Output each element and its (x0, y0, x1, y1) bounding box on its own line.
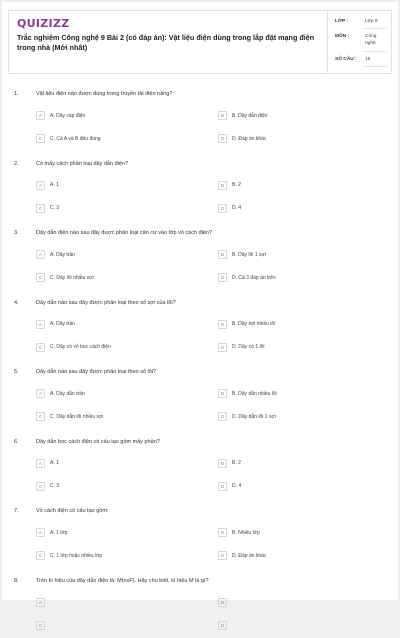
option-letter-badge: D (218, 204, 227, 213)
option-letter-badge: A (36, 250, 45, 259)
worksheet-page (2, 2, 398, 628)
option-letter-badge: A (36, 111, 45, 120)
question-item (2, 508, 398, 568)
question-item (2, 369, 398, 429)
question-item (2, 578, 398, 638)
option-text: B. Nhiều lớp (232, 529, 260, 536)
option-letter-badge: A (36, 389, 45, 398)
quizizz-logo: QUIZIZZ (17, 17, 70, 30)
option-letter-badge: D (218, 343, 227, 352)
option-letter-badge: D (218, 482, 227, 491)
question-text: Dây dẫn nào sau đây được phân loại theo số lõi? (36, 369, 157, 375)
question-item (2, 161, 398, 221)
option-text: A. 1 (50, 182, 59, 188)
question-number: 7. (14, 508, 19, 514)
option-text: B. Dây sợi nhiều lõi (232, 321, 276, 327)
class-underline (363, 28, 387, 29)
question-text: Trên kí hiệu của dây dẫn điện là: M(nxF). Hãy cho biết, kí hiệu M là gì? (36, 577, 209, 584)
question-text: Dây dẫn nào sau đây được phân loại theo số sợi của lõi? (36, 299, 176, 306)
option-text: C. 1 lớp hoặc nhiều lớp (50, 552, 103, 559)
option-text: B. 2 (232, 182, 241, 188)
option-text: A. Dây trần (50, 321, 76, 327)
option-letter-badge: D (218, 134, 227, 143)
option-letter-badge: B (218, 389, 227, 398)
option-text: A. Dây cáp điện (50, 112, 86, 119)
option-text: D. 4 (232, 205, 242, 211)
option-letter-badge: B (218, 250, 227, 259)
question-item (2, 300, 398, 360)
option-text: A. 1 lớp (50, 529, 68, 536)
worksheet-meta (335, 11, 395, 73)
option-text: C. 3 (50, 205, 60, 211)
option-letter-badge: C (36, 273, 45, 282)
class-value: Lớp 9 (365, 19, 378, 24)
option-letter-badge: A (36, 459, 45, 468)
option-letter-badge: B (218, 459, 227, 468)
option-text: B. Dây dẫn điện (232, 112, 268, 119)
question-text: Dây dẫn bọc cách điện có cấu tạo gồm mấy phần? (36, 438, 160, 445)
option-text: B. Dây dẫn nhiều lõi (232, 390, 277, 397)
option-text: A. Dây dẫn trần (50, 390, 85, 397)
question-number: 1. (14, 91, 19, 97)
option-text: D. Đáp án khác (232, 135, 267, 142)
option-letter-badge: D (218, 273, 227, 282)
option-text: D. Dây dẫn lõi 1 sợi (232, 413, 276, 420)
option-letter-badge: C (36, 551, 45, 560)
option-letter-badge: C (36, 134, 45, 143)
question-count-label: SỐ CÂU : (335, 57, 357, 62)
option-letter-badge: C (36, 343, 45, 352)
option-text: D. Đáp án khác (232, 552, 267, 559)
option-letter-badge: C (36, 412, 45, 421)
option-letter-badge: B (218, 111, 227, 120)
option-text: D. Dây có 1 lõi (232, 344, 265, 350)
option-letter-badge: C (36, 482, 45, 491)
subject-value: Công nghệ (365, 34, 377, 46)
question-item (2, 439, 398, 499)
question-text: Vỏ cách điện có cấu tạo gồm: (36, 508, 109, 514)
option-letter-badge: D (218, 412, 227, 421)
option-letter-badge: A (36, 320, 45, 329)
count-underline (363, 66, 387, 67)
option-text: C. Dây lõi nhiều sợi (50, 274, 94, 281)
option-letter-badge: D (218, 621, 227, 630)
option-letter-badge: B (218, 320, 227, 329)
question-number: 5. (14, 369, 19, 375)
question-text: Dây dẫn điện nào sau đây được phân loại căn cứ vào lớp vỏ cách điện? (36, 230, 213, 236)
option-text: C. Cả A và B đều đúng (50, 135, 101, 142)
subject-label: MÔN : (335, 34, 350, 39)
option-text: A. 1 (50, 460, 59, 466)
option-letter-badge: A (36, 528, 45, 537)
option-letter-badge: A (36, 598, 45, 607)
option-text: C. 3 (50, 483, 60, 489)
question-number: 6. (14, 438, 19, 445)
option-letter-badge: B (218, 181, 227, 190)
option-text: A. Dây trần (50, 251, 76, 258)
worksheet-title: Trắc nghiệm Công nghệ 9 Bài 2 (có đáp án): Vật liệu điện dùng trong lắp đặt mạng điện trong nhà (Mới nhất) (17, 33, 315, 52)
worksheet-header (8, 10, 392, 74)
question-text: Vật liệu điện nào được dùng trong truyền tải điện năng? (36, 91, 173, 97)
option-text: D. Cả 3 đáp án trên (232, 274, 276, 281)
option-text: B. Dây lõi 1 sợi (232, 251, 266, 258)
question-item (2, 230, 398, 290)
option-letter-badge: D (218, 551, 227, 560)
option-text: C. Dây dẫn lõi nhiều sợi (50, 413, 104, 420)
question-number: 8. (14, 577, 19, 584)
option-letter-badge: C (36, 621, 45, 630)
option-letter-badge: B (218, 528, 227, 537)
option-letter-badge: C (36, 204, 45, 213)
option-letter-badge: A (36, 181, 45, 190)
question-number: 3. (14, 230, 19, 236)
option-text: C. Dây có vỏ bọc cách điện (50, 344, 111, 350)
option-text: D. 4 (232, 483, 242, 489)
question-item (2, 91, 398, 151)
class-label: LỚP : (335, 19, 349, 24)
question-number: 2. (14, 160, 19, 167)
subject-underline (363, 51, 387, 52)
option-letter-badge: B (218, 598, 227, 607)
question-text: Có mấy cách phân loại dây dẫn điện? (36, 160, 129, 167)
header-divider (327, 11, 328, 73)
question-number: 4. (14, 299, 19, 306)
question-count-value: 15 (365, 57, 371, 62)
option-text: B. 2 (232, 460, 241, 466)
